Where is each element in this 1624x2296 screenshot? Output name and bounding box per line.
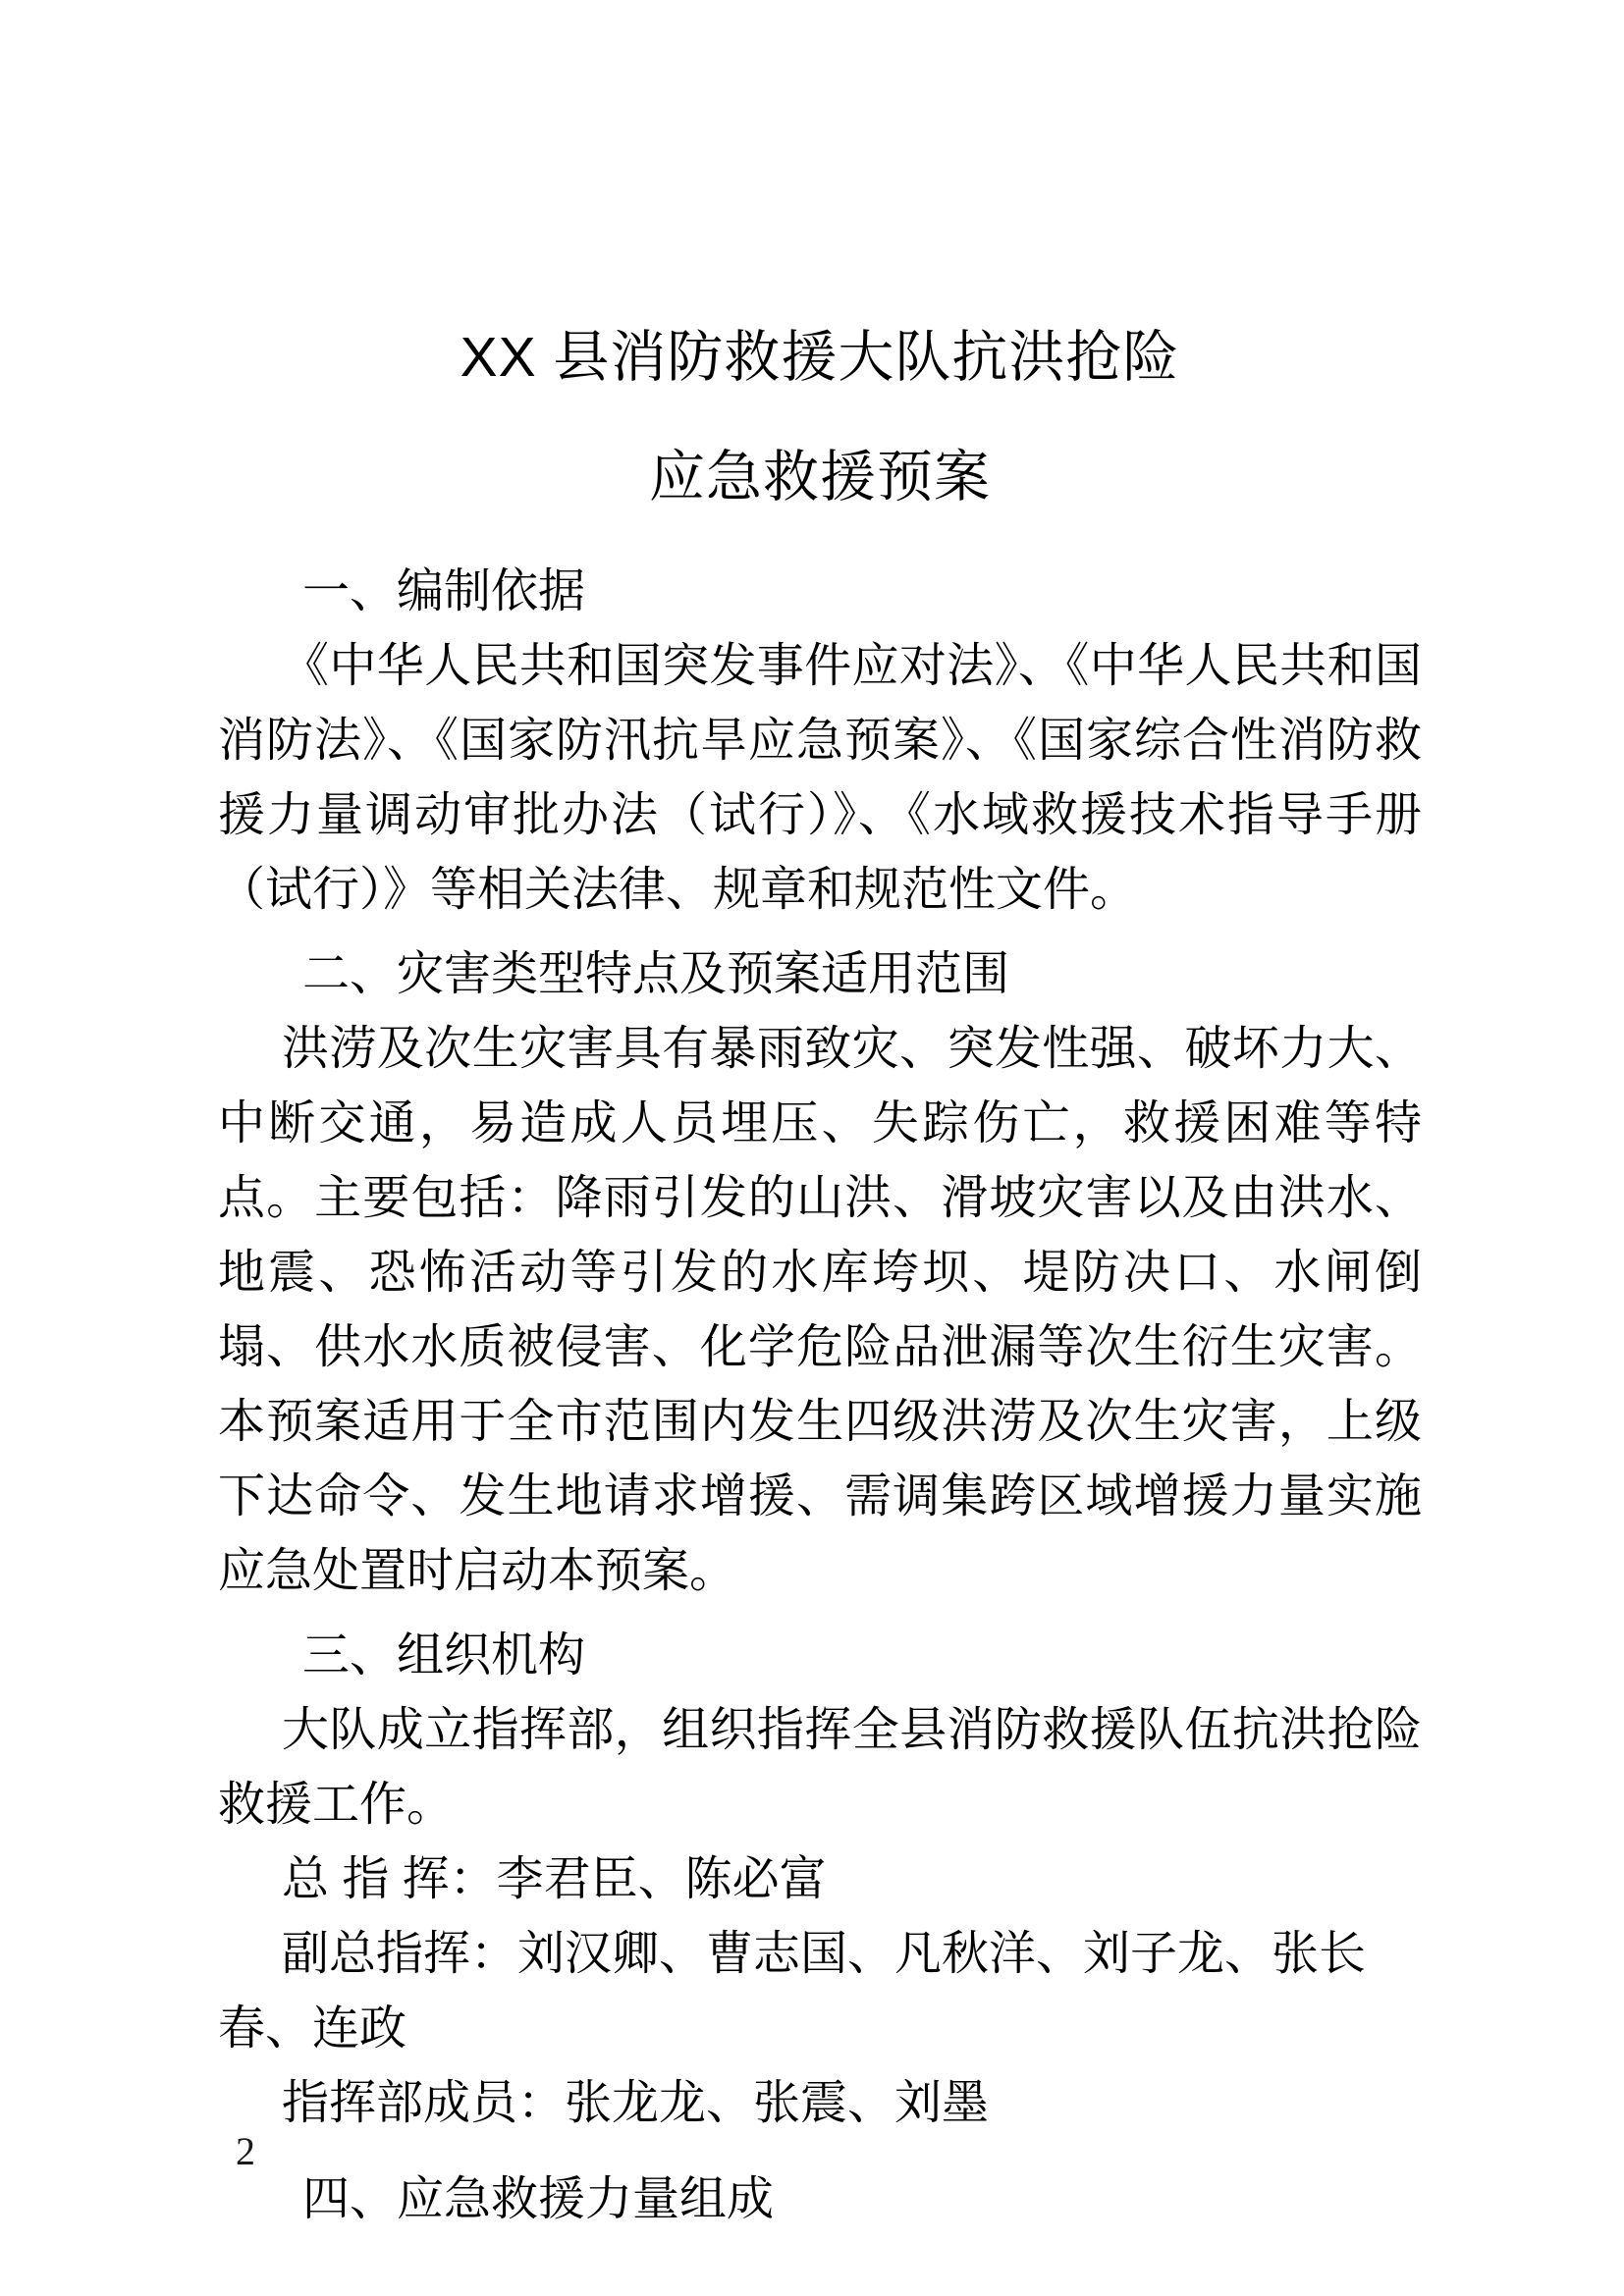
section-heading: 二、灾害类型特点及预案适用范围: [302, 948, 1010, 1000]
section-basis: [218, 555, 1422, 928]
document-title-line-1: XX 县消防救援大队抗洪抢险: [460, 326, 1180, 389]
page-number: 2: [236, 2129, 255, 2173]
command-roster: [218, 1842, 1422, 2141]
section-rescue-forces: [218, 2163, 1422, 2237]
document-title-line-2: 应急救援预案: [649, 446, 991, 508]
paragraph: 大队成立指挥部，组织指挥全县消防救援队伍抗洪抢险救援工作。: [218, 1704, 1422, 1831]
document-title: [218, 297, 1422, 537]
roster-line-members: 指挥部成员：张龙龙、张震、刘墨: [282, 2077, 990, 2129]
roster-line-deputy-commanders: 副总指挥：刘汉卿、曹志国、凡秋洋、刘子龙、张长春、连政: [218, 1928, 1367, 2055]
roster-line-chief-commander: 总 指 挥：李君臣、陈必富: [282, 1853, 827, 1905]
paragraph: 《中华人民共和国突发事件应对法》、《中华人民共和国消防法》、《国家防汛抗旱应急预案》、《国家综合性消防救援力量调动审批办法（试行）》、《水域救援技术指导手册（试行）》等相关法律、规章和规范性文件。: [218, 640, 1422, 916]
section-organization: [218, 1619, 1422, 2141]
document-content: [0, 297, 1624, 2237]
section-heading: 三、组织机构: [302, 1629, 586, 1682]
document-body: [218, 555, 1422, 2237]
section-heading: 一、编制依据: [302, 565, 586, 617]
section-disaster-types: [218, 937, 1422, 1609]
section-heading: 四、应急救援力量组成: [302, 2173, 775, 2225]
paragraph: 洪涝及次生灾害具有暴雨致灾、突发性强、破坏力大、中断交通，易造成人员埋压、失踪伤亡，救援困难等特点。主要包括：降雨引发的山洪、滑坡灾害以及由洪水、地震、恐怖活动等引发的水库垮坝、堤防决口、水闸倒塌、供水水质被侵害、化学危险品泄漏等次生衍生灾害。本预案适用于全市范围内发生四级洪涝及次生灾害，上级下达命令、发生地请求增援、需调集跨区域增援力量实施应急处置时启动本预案。: [218, 1023, 1422, 1597]
